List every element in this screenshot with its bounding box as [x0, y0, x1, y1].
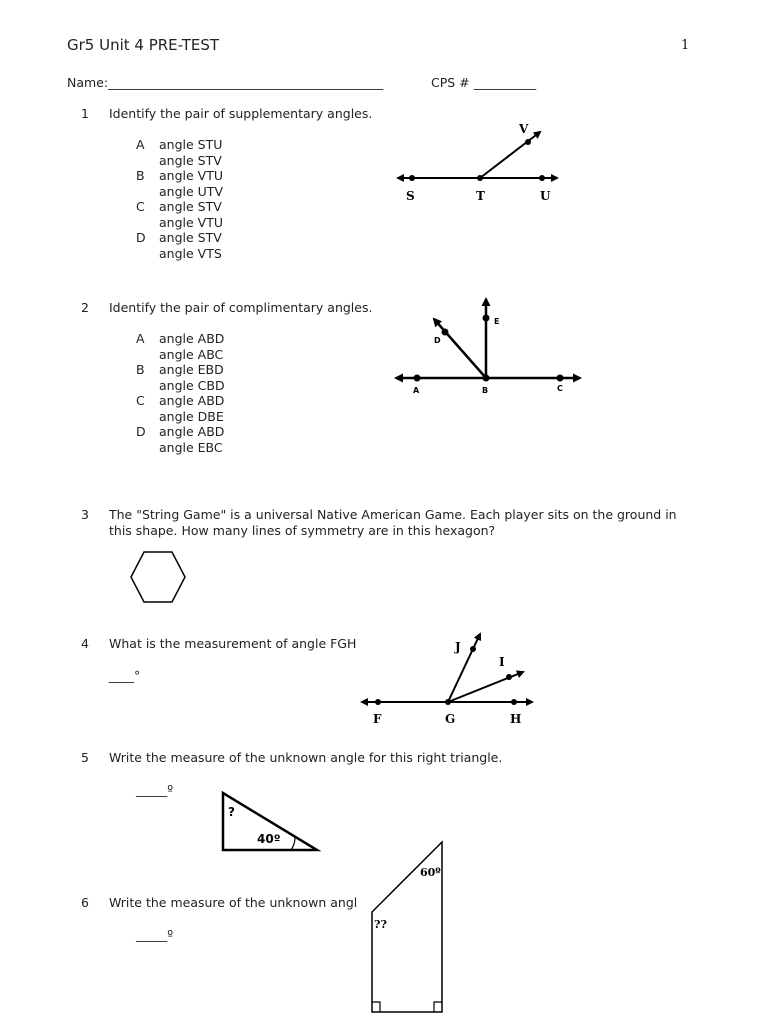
choice-letter: C	[136, 393, 145, 408]
q2-choice-b	[136, 362, 145, 378]
q2-choice-a	[136, 331, 145, 347]
point-label-g: G	[445, 712, 456, 726]
question-6-answer-blank[interactable]: _____º	[136, 927, 174, 942]
unknown-angle-label: ?	[228, 805, 235, 819]
choice-letter: C	[136, 199, 145, 214]
question-4-answer-blank[interactable]: ____°	[109, 668, 141, 683]
q2-choice-d-text	[159, 424, 224, 455]
choice-line: angle STV	[159, 199, 222, 214]
page-title: Gr5 Unit 4 PRE-TEST	[67, 36, 220, 54]
q1-angle-figure	[392, 118, 562, 210]
q5-right-triangle	[220, 789, 322, 855]
choice-line: angle STV	[159, 152, 222, 168]
point-label-h: H	[510, 712, 522, 726]
choice-line: angle ABD	[159, 424, 225, 439]
q1-choice-d-text	[159, 230, 222, 261]
point-label-t: T	[476, 189, 485, 203]
choice-line: angle STV	[159, 230, 222, 245]
choice-line: angle DBE	[159, 408, 224, 424]
page-number: 1	[681, 38, 690, 53]
point-label-v: V	[519, 122, 529, 136]
choice-letter: B	[136, 168, 145, 183]
choice-letter: D	[136, 230, 146, 245]
question-6-prompt: Write the measure of the unknown angl	[109, 895, 358, 910]
question-1-number: 1	[81, 106, 89, 121]
question-4-prompt: What is the measurement of angle FGH	[109, 636, 357, 651]
question-2-prompt: Identify the pair of complimentary angles.	[109, 300, 373, 315]
choice-letter: A	[136, 137, 145, 152]
point-label-f: F	[373, 712, 382, 726]
choice-line: angle STU	[159, 137, 223, 152]
point-label-e: E	[494, 317, 500, 326]
q1-choice-a-text	[159, 137, 222, 168]
choice-line: angle CBD	[159, 377, 225, 393]
q1-choice-c-text	[159, 199, 223, 230]
cps-field-label: CPS # __________	[431, 75, 537, 90]
q1-choice-b	[136, 168, 145, 184]
choice-letter: B	[136, 362, 145, 377]
question-2-number: 2	[81, 300, 89, 315]
q2-choice-c-text	[159, 393, 224, 424]
q1-choice-d	[136, 230, 146, 246]
point-label-s: S	[406, 189, 415, 203]
choice-line: angle EBC	[159, 439, 223, 455]
name-field-label: Name:____________________________________________	[67, 75, 384, 90]
choice-letter: A	[136, 331, 145, 346]
hexagon-figure	[126, 547, 190, 607]
q1-choice-b-text	[159, 168, 223, 199]
choice-letter: D	[136, 424, 146, 439]
choice-line: angle VTU	[159, 214, 223, 230]
point-label-b: B	[482, 386, 489, 395]
choice-line: angle ABD	[159, 331, 225, 346]
q2-choice-b-text	[159, 362, 225, 393]
q1-choice-c	[136, 199, 145, 215]
point-label-u: U	[540, 189, 551, 203]
question-3-number: 3	[81, 507, 89, 522]
choice-line: angle UTV	[159, 183, 223, 199]
known-angle-label: 40º	[257, 832, 281, 846]
question-3-prompt-line-2: this shape. How many lines of symmetry are in this hexagon?	[109, 523, 496, 538]
known-angle-label: 60º	[420, 866, 441, 879]
point-label-j: J	[455, 640, 461, 654]
q1-choice-a	[136, 137, 145, 153]
choice-line: angle EBD	[159, 362, 224, 377]
q6-trapezoid-figure	[366, 836, 450, 1016]
q2-angle-figure	[390, 295, 590, 397]
q2-choice-c	[136, 393, 145, 409]
point-label-a: A	[413, 386, 420, 395]
point-label-i: I	[499, 655, 505, 669]
q2-choice-d	[136, 424, 146, 440]
question-5-prompt: Write the measure of the unknown angle for this right triangle.	[109, 750, 503, 765]
choice-line: angle VTS	[159, 245, 222, 261]
point-label-d: D	[434, 336, 441, 345]
question-5-number: 5	[81, 750, 89, 765]
question-3-prompt-line-1: The "String Game" is a universal Native American Game. Each player sits on the ground in	[109, 507, 677, 522]
q4-angle-figure	[360, 628, 538, 734]
point-label-c: C	[557, 384, 563, 393]
unknown-angle-label: ??	[374, 918, 387, 931]
choice-line: angle ABC	[159, 346, 224, 362]
q2-choice-a-text	[159, 331, 224, 362]
choice-line: angle ABD	[159, 393, 225, 408]
question-4-number: 4	[81, 636, 89, 651]
choice-line: angle VTU	[159, 168, 223, 183]
question-1-prompt: Identify the pair of supplementary angles.	[109, 106, 373, 121]
question-5-answer-blank[interactable]: _____º	[136, 782, 174, 797]
question-6-number: 6	[81, 895, 89, 910]
